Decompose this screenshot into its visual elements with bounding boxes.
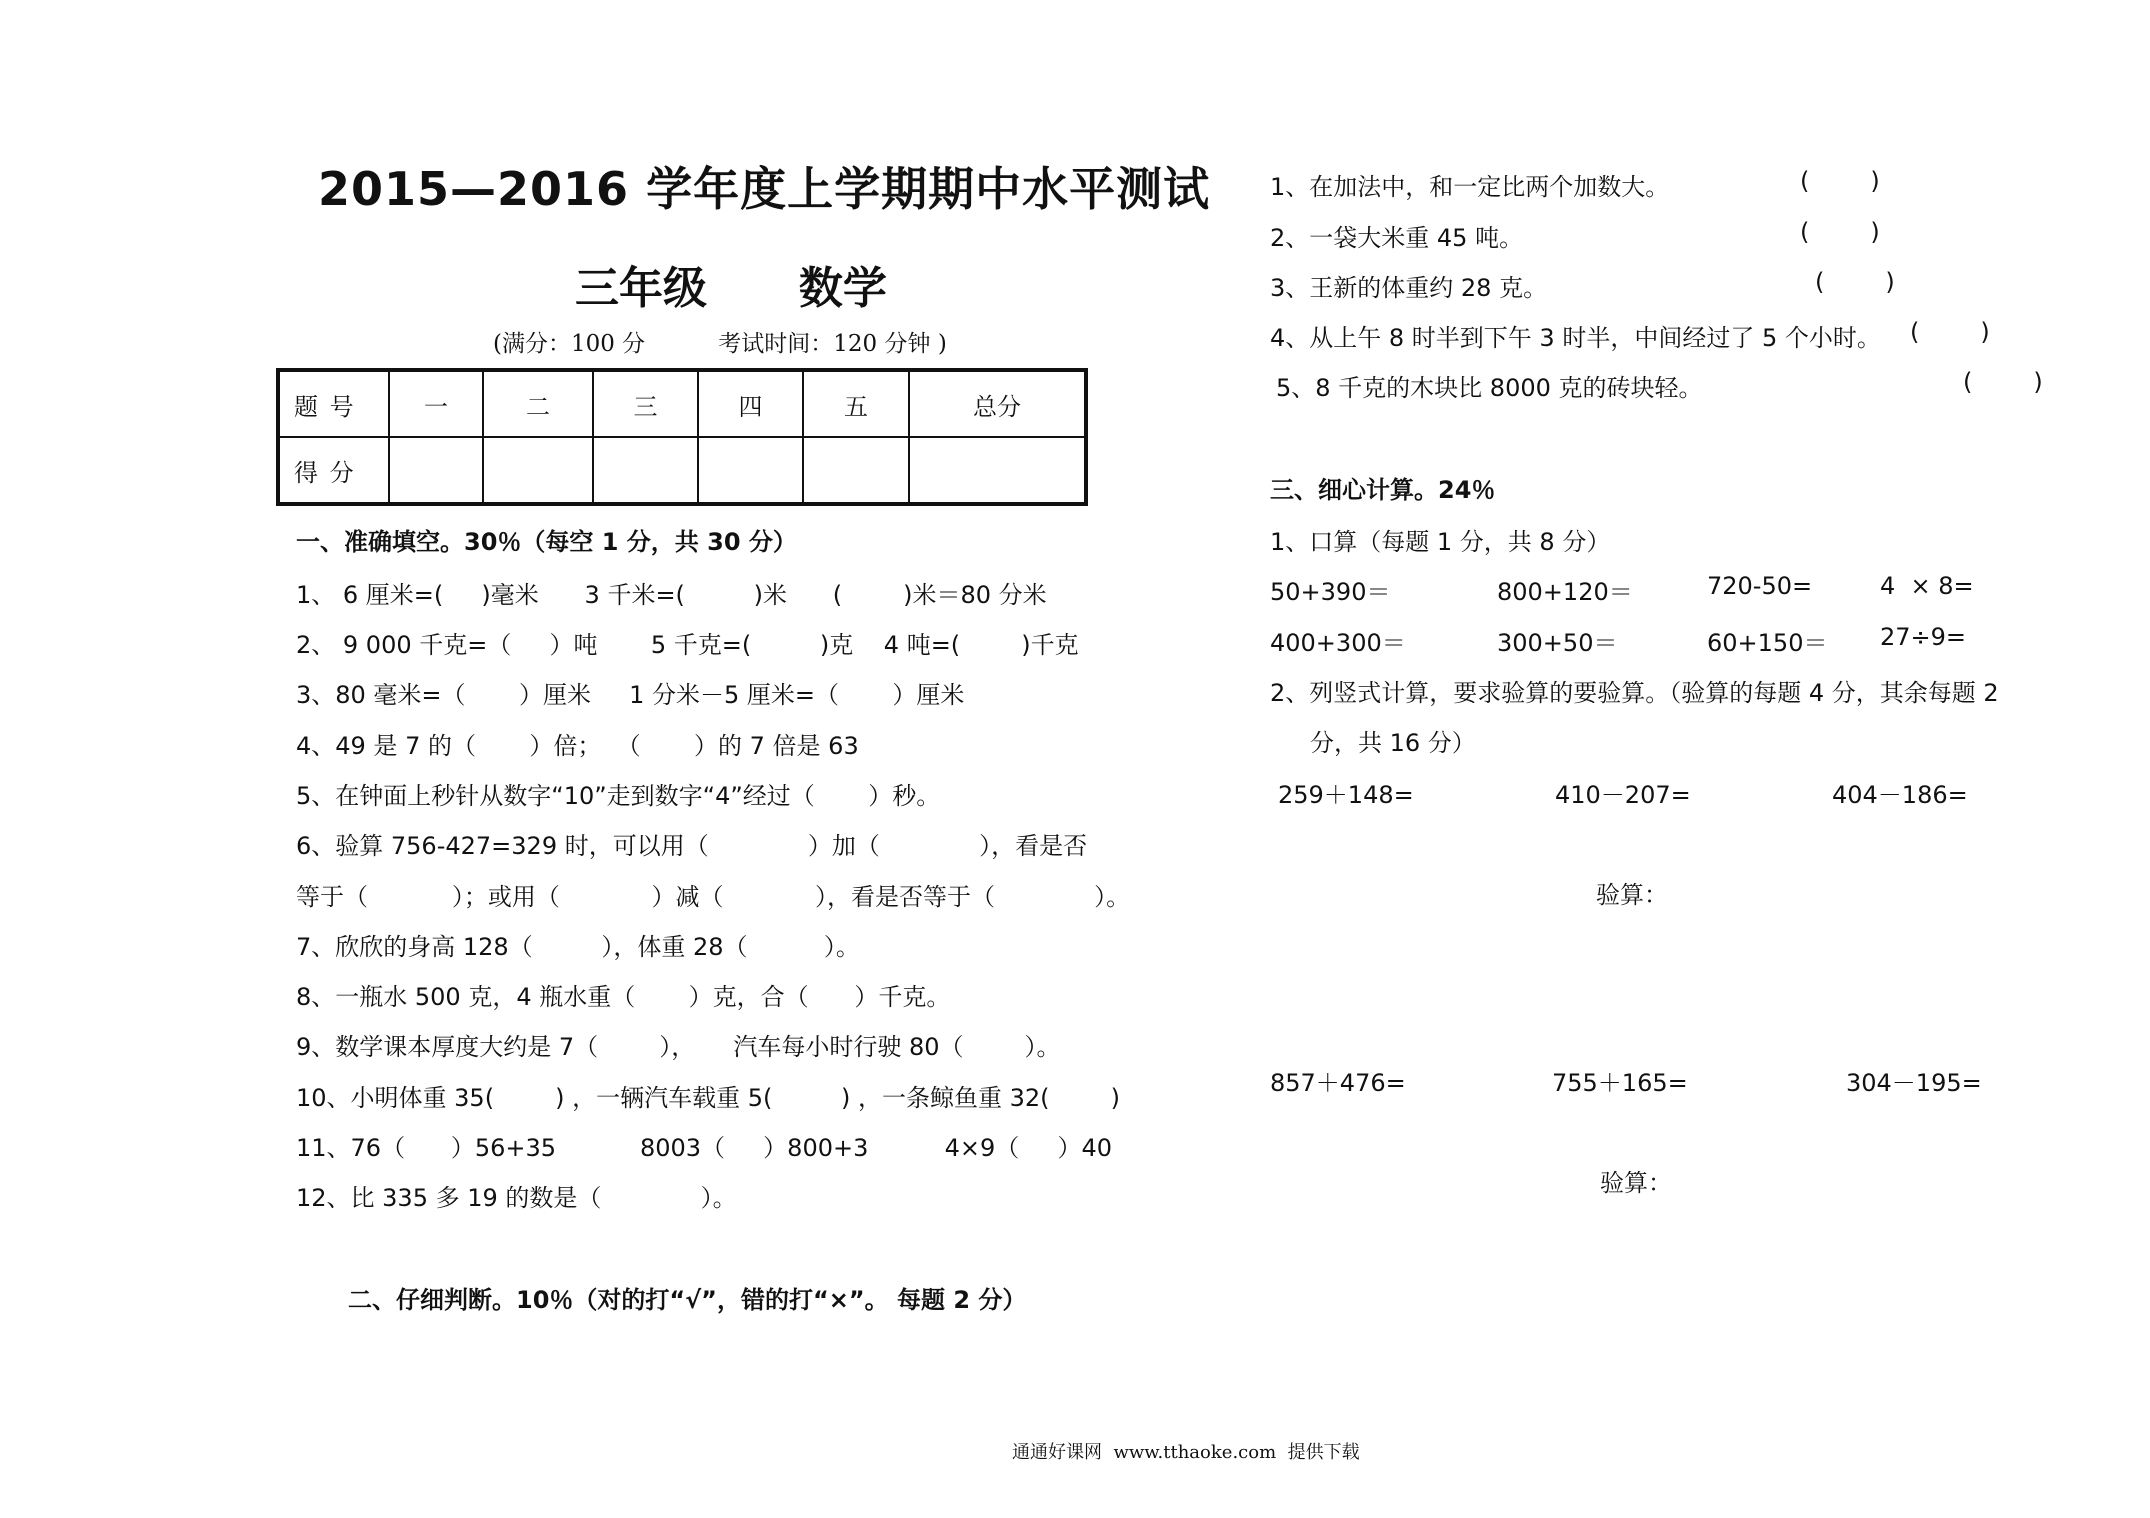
section3-sub2-title-cont: 分，共 16 分） — [1310, 729, 1476, 757]
section1-item: 2、 9 000 千克=（ ）吨 5 千克=( )克 4 吨=( )千克 — [296, 631, 1079, 659]
score-table-header-cell: 一 — [389, 370, 483, 437]
score-table-header-row — [278, 370, 1086, 437]
section3-sub1-title: 1、口算（每题 1 分，共 8 分） — [1270, 528, 1611, 556]
score-table — [276, 368, 1088, 506]
section1-item: 4、49 是 7 的（ ）倍； （ ）的 7 倍是 63 — [296, 732, 859, 760]
oral-item: 50+390＝ — [1270, 578, 1391, 606]
section1-item: 8、一瓶水 500 克，4 瓶水重（ ）克，合（ ）千克。 — [296, 983, 951, 1011]
section1-item: 1、 6 厘米=( )毫米 3 千米=( )米 ( )米＝80 分米 — [296, 581, 1047, 609]
score-table-header-cell: 三 — [593, 370, 698, 437]
section2-item: 3、王新的体重约 28 克。 — [1270, 274, 1548, 302]
vertical-calc-item: 259＋148= — [1278, 781, 1414, 809]
answer-bracket[interactable]: ( ) — [1800, 218, 1880, 246]
answer-bracket[interactable]: ( ) — [1910, 318, 1990, 346]
oral-item: 4 × 8= — [1880, 572, 1974, 600]
answer-bracket[interactable]: ( ) — [1800, 167, 1880, 195]
oral-item: 800+120＝ — [1497, 578, 1633, 606]
section1-item: 11、76（ ）56+35 8003（ ）800+3 4×9（ ）40 — [296, 1134, 1112, 1162]
oral-item: 400+300＝ — [1270, 629, 1406, 657]
score-cell[interactable] — [909, 437, 1086, 504]
exam-meta: (满分：100 分 考试时间：120 分钟 ) — [493, 331, 947, 357]
oral-item: 720-50= — [1707, 572, 1813, 600]
exam-subtitle: 三年级 数学 — [575, 263, 887, 314]
section1-title: 一、准确填空。30％（每空 1 分，共 30 分） — [296, 528, 797, 556]
exam-title: 2015—2016 学年度上学期期中水平测试 — [318, 162, 1211, 216]
section2-title: 二、仔细判断。10％（对的打“√”，错的打“×”。 每题 2 分） — [348, 1286, 1027, 1314]
answer-bracket[interactable]: ( ) — [1815, 268, 1895, 296]
score-cell[interactable] — [803, 437, 909, 504]
score-cell[interactable] — [483, 437, 593, 504]
vertical-calc-item: 404－186= — [1832, 781, 1968, 809]
score-table-header-cell: 二 — [483, 370, 593, 437]
oral-item: 60+150＝ — [1707, 629, 1828, 657]
section2-item: 5、8 千克的木块比 8000 克的砖块轻。 — [1276, 374, 1703, 402]
section1-item: 10、小明体重 35( ) ，一辆汽车载重 5( ) ，一条鲸鱼重 32( ) — [296, 1084, 1120, 1112]
check-label: 验算： — [1600, 1169, 1672, 1197]
footer-credit: 通通好课网 www.tthaoke.com 提供下载 — [1012, 1442, 1360, 1463]
score-cell[interactable] — [593, 437, 698, 504]
vertical-calc-item: 304－195= — [1846, 1069, 1982, 1097]
answer-bracket[interactable]: ( ) — [1963, 368, 2043, 396]
score-table-score-row — [278, 437, 1086, 504]
score-table-header-cell: 五 — [803, 370, 909, 437]
section1-item: 7、欣欣的身高 128（ ），体重 28（ ）。 — [296, 933, 860, 961]
oral-item: 300+50＝ — [1497, 629, 1618, 657]
section1-item: 6、验算 756-427=329 时，可以用（ ）加（ ），看是否 — [296, 832, 1088, 860]
score-table-header-cell: 总分 — [909, 370, 1086, 437]
section1-item: 5、在钟面上秒针从数字“10”走到数字“4”经过（ ）秒。 — [296, 782, 941, 810]
vertical-calc-item: 410－207= — [1555, 781, 1691, 809]
section2-item: 2、一袋大米重 45 吨。 — [1270, 224, 1524, 252]
vertical-calc-item: 755＋165= — [1552, 1069, 1688, 1097]
score-table-header-cell: 四 — [698, 370, 803, 437]
check-label: 验算： — [1596, 881, 1668, 909]
section3-sub2-title: 2、列竖式计算，要求验算的要验算。（验算的每题 4 分，其余每题 2 — [1270, 679, 1999, 707]
section3-title: 三、细心计算。24％ — [1270, 476, 1496, 504]
section2-item: 4、从上午 8 时半到下午 3 时半，中间经过了 5 个小时。 — [1270, 324, 1881, 352]
oral-item: 27÷9= — [1880, 623, 1967, 651]
section1-item: 等于（ ）；或用（ ）减（ ），看是否等于（ ）。 — [296, 883, 1131, 911]
vertical-calc-item: 857＋476= — [1270, 1069, 1406, 1097]
score-cell[interactable] — [698, 437, 803, 504]
section1-item: 9、数学课本厚度大约是 7（ ）， 汽车每小时行驶 80（ ）。 — [296, 1033, 1061, 1061]
score-table-header-cell: 题 号 — [278, 370, 389, 437]
section2-item: 1、在加法中，和一定比两个加数大。 — [1270, 173, 1670, 201]
section1-item: 3、80 毫米=（ ）厘米 1 分米－5 厘米=（ ）厘米 — [296, 681, 965, 709]
score-table-row-label: 得 分 — [278, 437, 389, 504]
score-cell[interactable] — [389, 437, 483, 504]
section1-item: 12、比 335 多 19 的数是（ ）。 — [296, 1184, 737, 1212]
